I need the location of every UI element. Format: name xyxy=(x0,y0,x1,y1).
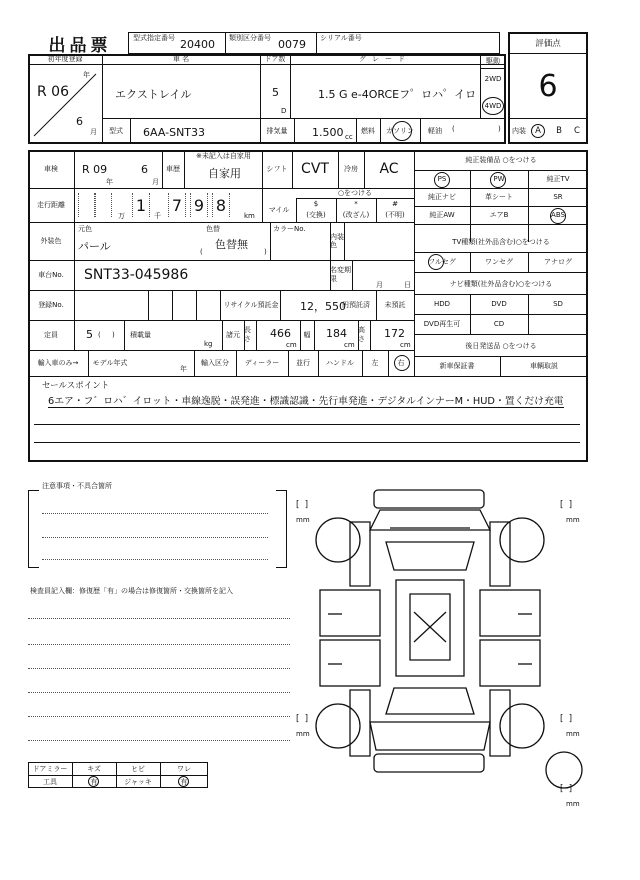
first-reg-label: 初年度登録 xyxy=(47,55,83,63)
car-name: エクストレイル xyxy=(115,88,192,101)
swap-label: (交換) xyxy=(306,211,326,219)
drive-2wd: 2WD xyxy=(484,75,502,83)
len-label: 長さ xyxy=(244,326,251,343)
genuine-label: 純正装備品 ○をつける xyxy=(465,156,537,164)
hei-label: 高さ xyxy=(358,326,365,343)
equip-abs: ABS xyxy=(551,211,565,219)
tool-r2c4: 有 xyxy=(180,777,188,786)
mileage-digit: 8 xyxy=(212,193,230,217)
model-value: 6AA-SNT33 xyxy=(143,126,206,139)
wid-label: 幅 xyxy=(303,331,311,339)
type-no-label: 型式指定番号 xyxy=(133,34,175,42)
eval-label: 評価点 xyxy=(535,39,561,49)
alter-label: (改ざん) xyxy=(342,211,370,219)
first-reg-era: R 06 xyxy=(37,84,69,100)
shaken-year: R 09 xyxy=(82,163,108,176)
tool-r2c1: 工具 xyxy=(43,777,57,786)
color-change-label: 色替 xyxy=(206,225,220,233)
grade-label: グレード xyxy=(359,55,411,63)
exterior-label: 外装色 xyxy=(40,237,62,245)
recycle-label: リサイクル預託金 xyxy=(223,300,279,309)
equip-navi: 純正ナビ xyxy=(428,193,456,201)
swap-symbol: $ xyxy=(313,200,319,208)
mileage-digit: 9 xyxy=(190,193,208,217)
model-label: 型式 xyxy=(109,127,123,135)
color-no-label: カラーNo. xyxy=(273,225,306,233)
tool-r2c2: 有 xyxy=(90,777,98,786)
drive-label: 駆動 xyxy=(486,57,500,65)
chassis-label: 車台No. xyxy=(38,271,64,279)
width: 184 xyxy=(326,327,347,340)
mm-label-4: mm xyxy=(566,730,580,738)
mm-label-2: mm xyxy=(566,516,580,524)
interior-c: C xyxy=(574,126,580,136)
cooler-value: AC xyxy=(379,161,399,177)
type-no-value: 20400 xyxy=(180,38,215,51)
interior-a: A xyxy=(535,126,541,136)
orig-color-label: 元色 xyxy=(78,225,92,233)
load-label: 積載量 xyxy=(130,331,151,339)
navi-cd: CD xyxy=(493,320,505,328)
handle-right: 右 xyxy=(397,359,405,367)
equip-sr: SR xyxy=(553,193,563,201)
mm-label-3: mm xyxy=(296,730,310,738)
capacity-label: 定員 xyxy=(44,331,58,339)
import-label: 輸入車のみ→ xyxy=(37,359,79,367)
category-value: 0079 xyxy=(278,38,306,51)
doors-label: ドア数 xyxy=(264,55,286,63)
recycle-value: 12，550 xyxy=(300,300,346,313)
tv-oneseg: ワンセグ xyxy=(485,258,513,266)
name-label: 車 名 xyxy=(172,55,190,63)
sales-text: 6エア・フ゛ロハ゛イロット・車線逸脱・誤発進・標識認識・先行車発進・デジタルインナーM・HUD・置くだけ充電 xyxy=(48,393,564,408)
parallel: 並行 xyxy=(296,359,310,367)
tv-fullseg: フルセグ xyxy=(428,258,456,266)
reg-label: 登録No. xyxy=(38,301,64,309)
shaken-label: 車検 xyxy=(44,165,58,173)
category-label: 類別区分番号 xyxy=(229,34,271,42)
fuel-gasoline: ガソリン xyxy=(386,127,414,135)
history-value: 自家用 xyxy=(208,167,241,180)
mile-label: マイル xyxy=(268,206,290,214)
height: 172 xyxy=(384,327,405,340)
model-year-label: モデル年式 xyxy=(92,358,128,367)
alter-symbol: * xyxy=(354,200,358,208)
equip-tv: 純正TV xyxy=(546,175,570,183)
mm-label-5: mm xyxy=(566,800,580,808)
dealer: ディーラー xyxy=(244,359,280,367)
capacity-value: 5 xyxy=(86,328,93,341)
mm-label-1: mm xyxy=(296,516,310,524)
tv-analog: アナログ xyxy=(544,258,572,266)
unknown-symbol: # xyxy=(392,200,398,208)
grade-value: 1.5 G e-4ORCEフ゜ロハ゜イロ xyxy=(318,88,477,101)
later-label: 後日発送品 ○をつける xyxy=(465,342,537,350)
interior-label: 内装 xyxy=(512,127,526,135)
later-warranty: 新車保証書 xyxy=(439,362,475,370)
tool-r1c2: キズ xyxy=(87,764,101,773)
interior-b: B xyxy=(556,126,562,136)
disp-label: 排気量 xyxy=(266,127,288,135)
serial-label: シリアル番号 xyxy=(320,34,362,42)
navi-dvd: DVD xyxy=(491,300,507,308)
shift-value: CVT xyxy=(301,161,329,177)
sales-label: セールスポイント xyxy=(42,381,110,391)
drive-4wd: 4WD xyxy=(484,102,502,110)
color-change: 色替無 xyxy=(215,238,248,251)
shift-label: シフト xyxy=(266,165,288,173)
mileage-label: 走行距離 xyxy=(37,201,65,209)
handle-label: ハンドル xyxy=(326,359,354,367)
equip-pw: PW xyxy=(493,175,505,183)
navi-dvd-play: DVD再生可 xyxy=(423,320,461,328)
first-reg-month: 6 xyxy=(76,115,83,128)
cooler-label: 冷房 xyxy=(344,165,358,173)
shaken-month: 6 xyxy=(141,163,148,176)
tv-type-label: TV種類(社外品含む)○をつける xyxy=(452,238,550,246)
recycle-unpaid: 未預託 xyxy=(384,301,406,309)
page-title: 出品票 xyxy=(48,35,112,56)
mileage-digit xyxy=(94,193,112,217)
displacement: 1.500 xyxy=(312,126,344,139)
navi-sd: SD xyxy=(553,300,563,308)
dim-label: 諸元 xyxy=(226,331,240,339)
orig-color: パール xyxy=(78,240,111,253)
later-manual: 車輌取説 xyxy=(530,362,558,370)
eval-score: 6 xyxy=(538,68,558,104)
equip-ps: PS xyxy=(437,175,447,183)
tool-r1c1: ドアミラー xyxy=(32,764,68,773)
unknown-label: (不明) xyxy=(385,211,405,219)
doors-value: 5 xyxy=(272,86,279,99)
notes-label: 注意事項・不具合箇所 xyxy=(42,482,112,490)
chassis-value: SNT33-045986 xyxy=(84,267,189,283)
tool-r1c4: ワレ xyxy=(177,764,191,773)
navi-hdd: HDD xyxy=(433,300,451,308)
history-label: 車歴 xyxy=(166,165,180,173)
length: 466 xyxy=(270,327,291,340)
equip-leather: 革シート xyxy=(485,193,513,201)
fuel-label: 燃料 xyxy=(361,127,375,135)
mileage-digit: 1 xyxy=(132,193,150,217)
inspector-label: 検査員記入欄：修復歴「有」の場合は修復箇所・交換箇所を記入 xyxy=(30,587,233,595)
handle-left: 左 xyxy=(371,359,379,367)
navi-type-label: ナビ種類(社外品含む)○をつける xyxy=(449,280,553,288)
fuel-light-oil: 軽油 xyxy=(428,127,442,135)
tool-r2c3: ジャッキ xyxy=(124,777,152,786)
mileage-digit: 7 xyxy=(168,193,186,217)
import-div-label: 輸入区分 xyxy=(201,359,229,367)
history-note: ※未記入は自家用 xyxy=(196,152,251,160)
int-color-label: 内装色 xyxy=(330,233,344,249)
equip-airbag: エアB xyxy=(489,211,509,219)
equip-aw: 純正AW xyxy=(429,211,455,219)
tool-r1c3: ヒビ xyxy=(131,764,145,773)
car-damage-diagram xyxy=(290,470,610,810)
name-change-label: 名変期限 xyxy=(330,266,351,283)
mileage-circle-note: ○をつける xyxy=(337,189,373,197)
